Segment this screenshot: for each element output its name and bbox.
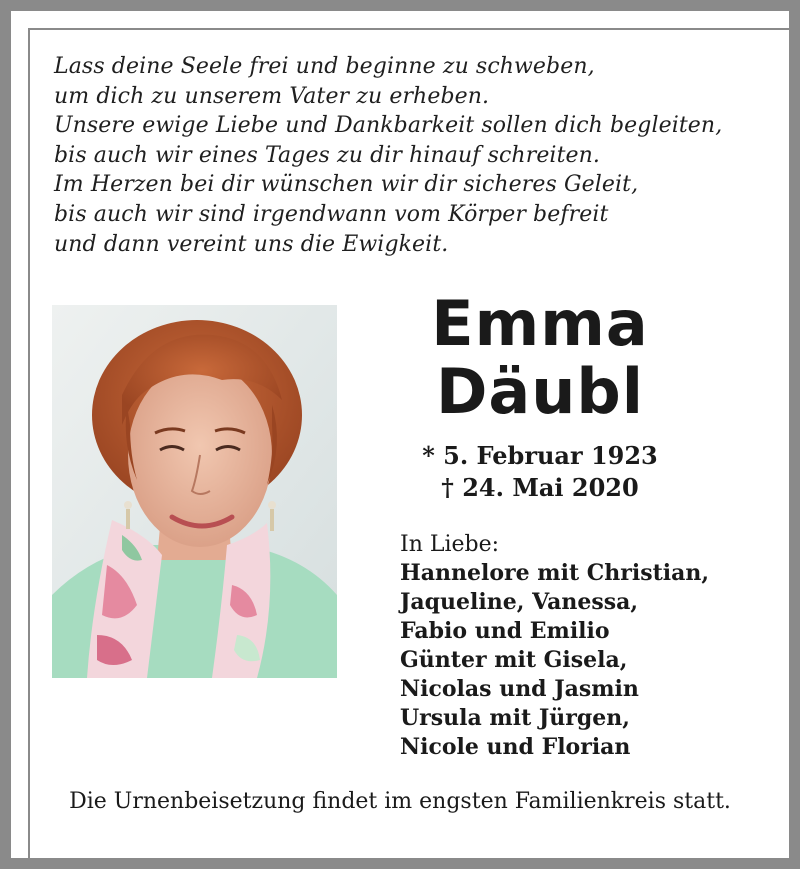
poem-line: und dann vereint uns die Ewigkeit. <box>54 231 449 257</box>
poem <box>54 52 774 259</box>
poem-line: Im Herzen bei dir wünschen wir dir sicheres Geleit, <box>54 172 639 198</box>
birth-date: * 5. Februar 1923 <box>422 441 658 470</box>
mourner-line: Nicole und Florian <box>400 734 631 760</box>
portrait-photo <box>52 305 337 678</box>
mourners-intro: In Liebe: <box>400 532 500 557</box>
poem-line: bis auch wir eines Tages zu dir hinauf schreiten. <box>54 142 600 168</box>
mourners-list <box>400 530 760 762</box>
death-date: † 24. Mai 2020 <box>441 473 639 502</box>
deceased-first-name: Emma <box>431 287 649 360</box>
poem-line: um dich zu unserem Vater zu erheben. <box>54 83 490 109</box>
deceased-name <box>380 287 700 428</box>
mourner-line: Fabio und Emilio <box>400 618 610 644</box>
poem-line: Unsere ewige Liebe und Dankbarkeit sollen dich begleiten, <box>54 113 723 139</box>
poem-line: bis auch wir sind irgendwann vom Körper befreit <box>54 201 609 227</box>
deceased-last-name: Däubl <box>435 355 645 428</box>
portrait-illustration <box>52 305 337 678</box>
burial-note: Die Urnenbeisetzung findet im engsten Familienkreis statt. <box>69 789 731 814</box>
poem-line: Lass deine Seele frei und beginne zu schweben, <box>54 54 595 79</box>
mourner-line: Ursula mit Jürgen, <box>400 705 630 731</box>
mourner-line: Nicolas und Jasmin <box>400 676 639 702</box>
mourner-line: Hannelore mit Christian, <box>400 560 710 586</box>
mourner-line: Günter mit Gisela, <box>400 647 628 673</box>
life-dates <box>380 440 700 504</box>
mourner-line: Jaqueline, Vanessa, <box>400 589 639 615</box>
